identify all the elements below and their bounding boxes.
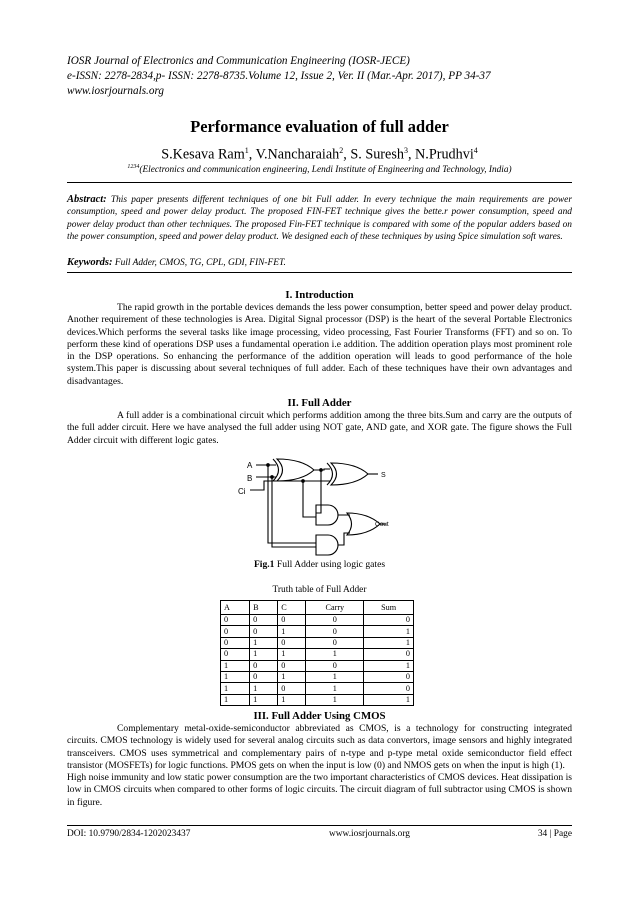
- header-cell: C: [278, 601, 306, 615]
- table-row: [221, 683, 414, 694]
- input-label-a: A: [247, 461, 253, 470]
- or-input-wires: [338, 515, 350, 545]
- author-separator: ,: [407, 146, 416, 163]
- table-cell: 0: [250, 660, 278, 671]
- author-separator: ,: [343, 146, 351, 163]
- truth-table-caption: Truth table of Full Adder: [272, 585, 367, 595]
- and-gate-2: [316, 535, 338, 555]
- author-name: V.Nancharaiah: [255, 146, 340, 163]
- cmos-paragraph-1: Complementary metal-oxide-semiconductor abbreviated as CMOS, is a technology for constructing integrated circuits. CMOS technology is widely used for several analog circuits such as data convertors, image sensors and highly integrated transceivers. CMOS uses symmetrical and complementary pairs of n-type and p-type metal oxide semiconductor field effect transistor (MOSFETs) for logic functions. PMOS gets on when the input is low (0) and NMOS gets on when the input is high (1).: [67, 723, 572, 771]
- full-adder-paragraph: A full adder is a combinational circuit which performs addition among the three bits.Sum and carry are the outputs of the full adder circuit. Here we have analysed the full adder using NOT gate, AND gate, and XOR gate. The figure shows the Full Adder circuit with different logic gates.: [67, 410, 572, 446]
- header-cell: Sum: [364, 601, 414, 615]
- junction-dot: [267, 464, 270, 467]
- table-cell: 0: [364, 649, 414, 660]
- table-cell: 0: [306, 660, 364, 671]
- table-cell: 1: [364, 694, 414, 705]
- table-row: [221, 649, 414, 660]
- introduction-paragraph: The rapid growth in the portable devices demands the less power consumption, better speed and power delay product. Another requirement of these technologies is Area. Digital Signal processor (DSP) is the heart of the several Portable Electronics devices.Which performs the several tasks like image processing, video processing, Fast Fourier Transforms (FFT) and so on. To perform these kind of operations DSP uses a fundamental operation i.e addition. The addition operation plays most prominent role in the DSP operations. So enhancing the performance of the addition operation will leads to good performance of the hole system.This paper is discussing about several techniques of full adder. Each of these techniques have their own advantages and disadvantages.: [67, 302, 572, 387]
- author-name: N.Prudhvi: [415, 146, 474, 163]
- author-list: [67, 146, 572, 164]
- author-index: 4: [473, 146, 478, 155]
- header-cell: Carry: [306, 601, 364, 615]
- journal-website: www.iosrjournals.org: [67, 85, 164, 97]
- header-cell: A: [221, 601, 250, 615]
- affiliation: [67, 164, 572, 175]
- table-cell: 1: [250, 649, 278, 660]
- table-cell: 1: [250, 683, 278, 694]
- table-cell: 1: [306, 683, 364, 694]
- table-cell: 0: [306, 615, 364, 626]
- table-cell: 1: [278, 626, 306, 637]
- section-heading-full-adder: II. Full Adder: [287, 397, 352, 409]
- table-cell: 0: [221, 637, 250, 648]
- and-gate-1: [316, 505, 338, 525]
- author-name: S.Kesava Ram: [161, 146, 245, 163]
- table-header-row: [221, 601, 414, 615]
- journal-issn: e-ISSN: 2278-2834,p- ISSN: 2278-8735.Volume 12, Issue 2, Ver. II (Mar.-Apr. 2017), PP 34-37: [67, 70, 491, 82]
- table-cell: 1: [278, 671, 306, 682]
- xor-gate-2: [331, 463, 368, 485]
- junction-dot: [271, 476, 274, 479]
- table-row: [221, 615, 414, 626]
- figure-caption-text: Full Adder using logic gates: [274, 559, 386, 570]
- journal-header: [67, 54, 577, 99]
- table-cell: 0: [364, 671, 414, 682]
- table-cell: 0: [221, 626, 250, 637]
- input-label-ci: Ci: [238, 487, 246, 496]
- input-label-b: B: [247, 474, 253, 483]
- table-cell: 0: [221, 615, 250, 626]
- footer-page-number: 34 | Page: [537, 829, 572, 839]
- table-cell: 0: [278, 615, 306, 626]
- table-cell: 0: [306, 637, 364, 648]
- divider: [67, 182, 572, 183]
- journal-name: IOSR Journal of Electronics and Communication Engineering (IOSR-JECE): [67, 55, 410, 67]
- table-row: [221, 626, 414, 637]
- keywords-label: Keywords:: [67, 257, 113, 268]
- table-cell: 1: [221, 683, 250, 694]
- table-row: [221, 660, 414, 671]
- section-heading-cmos: III. Full Adder Using CMOS: [253, 710, 386, 722]
- abstract: [67, 194, 572, 244]
- footer-divider: [67, 825, 572, 826]
- junction-dot: [320, 469, 323, 472]
- full-adder-circuit-diagram: [228, 453, 403, 558]
- keywords: [67, 257, 572, 268]
- cmos-paragraph-2: High noise immunity and low static power consumption are the two important characteristics of CMOS devices. Heat dissipation is low in CMOS circuits when compared to other forms of logic circuits. The circuit diagram of full subtractor using CMOS is shown in figure.: [67, 772, 572, 808]
- author-name: S. Suresh: [350, 146, 404, 163]
- header-cell: B: [250, 601, 278, 615]
- table-cell: 1: [364, 637, 414, 648]
- author-index: 2: [339, 146, 344, 155]
- table-cell: 1: [306, 671, 364, 682]
- truth-table: [220, 600, 414, 706]
- table-row: [221, 671, 414, 682]
- xor-gate-1: [277, 459, 314, 481]
- author-separator: ,: [248, 146, 256, 163]
- table-cell: 0: [364, 683, 414, 694]
- junction-dot: [302, 480, 305, 483]
- table-cell: 0: [250, 615, 278, 626]
- table-cell: 0: [250, 671, 278, 682]
- table-cell: 0: [221, 649, 250, 660]
- table-cell: 1: [306, 649, 364, 660]
- table-cell: 1: [250, 637, 278, 648]
- table-cell: 1: [221, 660, 250, 671]
- author-index: 1: [244, 146, 249, 155]
- table-cell: 1: [221, 671, 250, 682]
- table-cell: 1: [278, 649, 306, 660]
- table-cell: 0: [278, 660, 306, 671]
- table-cell: 0: [364, 615, 414, 626]
- table-cell: 1: [364, 660, 414, 671]
- output-label-sum: S: [381, 472, 386, 479]
- xor-gate-2-back: [327, 463, 333, 485]
- xor-gate-1-back: [273, 459, 279, 481]
- footer-website: www.iosrjournals.org: [329, 829, 410, 839]
- table-row: [221, 694, 414, 705]
- figure-label: Fig.1: [253, 559, 275, 570]
- table-cell: 1: [364, 626, 414, 637]
- table-cell: 1: [221, 694, 250, 705]
- figure-caption: [67, 559, 572, 570]
- table-cell: 0: [306, 626, 364, 637]
- divider: [67, 272, 572, 273]
- table-row: [221, 637, 414, 648]
- affiliation-text: (Electronics and communication engineering, Lendi Institute of Engineering and Technology, India): [139, 165, 512, 176]
- table-cell: 1: [278, 694, 306, 705]
- abstract-label: Abstract:: [67, 194, 107, 205]
- paper-title: Performance evaluation of full adder: [190, 117, 449, 136]
- keywords-text: Full Adder, CMOS, TG, CPL, GDI, FIN-FET.: [112, 258, 286, 268]
- footer-doi: DOI: 10.9790/2834-1202023437: [67, 829, 191, 839]
- output-label-cout: Cout: [375, 521, 389, 528]
- affiliation-index: 1234: [127, 164, 140, 170]
- table-cell: 0: [250, 626, 278, 637]
- abstract-text: This paper presents different techniques of one bit Full adder. In every technique the main requirements are power consumption, speed and power delay product. The proposed FIN-FET technique gives the bette.r power consumption, speed and power delay product than other techniques. The proposed Fin-FET technique is compared with some of the popular adders based on the power consumption, speed and power delay product. We designed each of these techniques by using Spice simulation soft wares.: [67, 195, 572, 243]
- table-cell: 1: [250, 694, 278, 705]
- author-index: 3: [403, 146, 408, 155]
- table-cell: 1: [306, 694, 364, 705]
- section-heading-introduction: I. Introduction: [285, 289, 354, 301]
- table-cell: 0: [278, 637, 306, 648]
- table-cell: 0: [278, 683, 306, 694]
